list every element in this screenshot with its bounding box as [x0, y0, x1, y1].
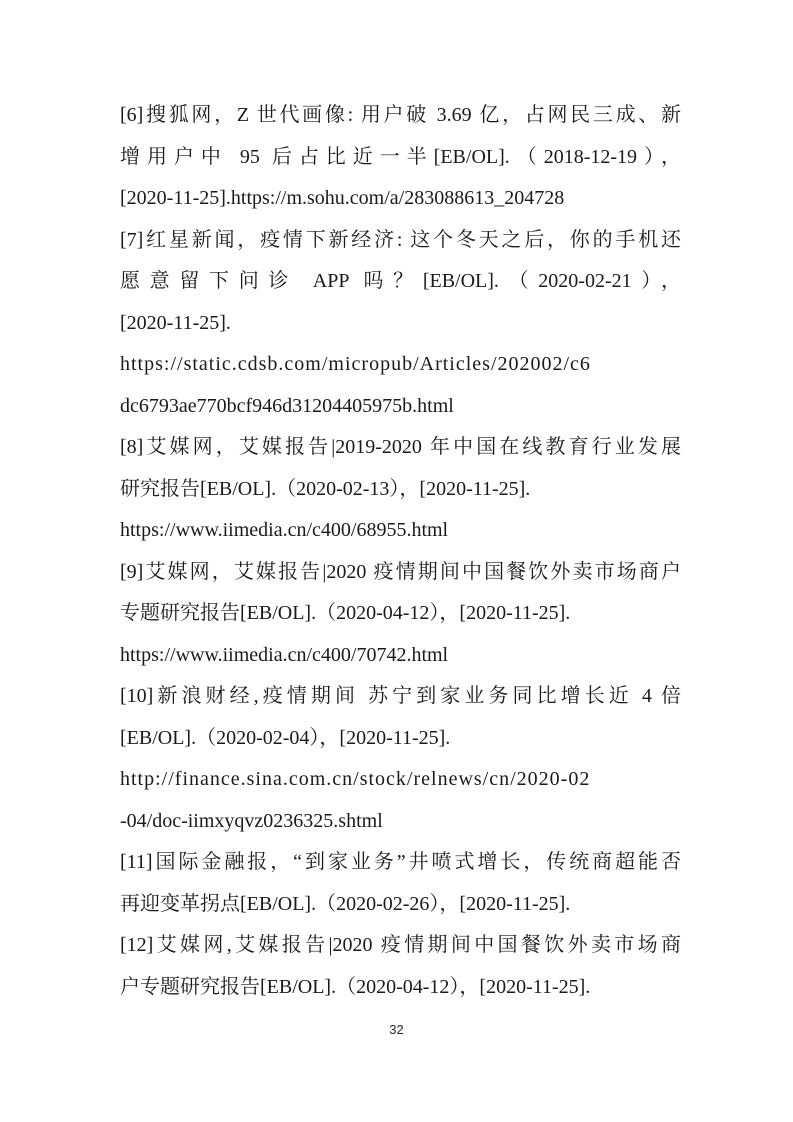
- reference-line: [2020-11-25].: [120, 311, 231, 334]
- page-number: 32: [389, 1022, 404, 1037]
- reference-item: [120, 552, 681, 677]
- reference-item: [120, 95, 681, 220]
- reference-line: 愿意留下问诊 APP 吗？[EB/OL].（2020-02-21），: [120, 270, 681, 292]
- references-list: [120, 95, 681, 1008]
- reference-line: 研究报告[EB/OL].（2020-02-13），[2020-11-25].: [120, 477, 531, 500]
- reference-line: 户专题研究报告[EB/OL].（2020-04-12），[2020-11-25].: [120, 975, 591, 998]
- reference-item: [120, 427, 681, 552]
- reference-line: [10]新浪财经,疫情期间 苏宁到家业务同比增长近 4 倍: [120, 685, 681, 707]
- reference-line: [9]艾媒网，艾媒报告|2020 疫情期间中国餐饮外卖市场商户: [120, 560, 681, 583]
- reference-line: 增用户中 95 后占比近一半[EB/OL].（2018-12-19），: [120, 145, 681, 168]
- reference-item: [120, 220, 681, 428]
- reference-line: [7]红星新闻，疫情下新经济: 这个冬天之后，你的手机还: [120, 228, 681, 251]
- reference-line: [11]国际金融报，“到家业务”井喷式增长，传统商超能否: [120, 851, 681, 873]
- reference-item: [120, 676, 681, 842]
- reference-line: -04/doc-iimxyqvz0236325.shtml: [120, 809, 383, 832]
- reference-line: http://finance.sina.com.cn/stock/relnews/cn/2020-02: [120, 768, 591, 790]
- reference-line: [8]艾媒网，艾媒报告|2019-2020 年中国在线教育行业发展: [120, 436, 681, 458]
- reference-line: dc6793ae770bcf946d31204405975b.html: [120, 394, 454, 417]
- reference-line: 专题研究报告[EB/OL].（2020-04-12），[2020-11-25].: [120, 602, 571, 624]
- reference-line: [EB/OL].（2020-02-04），[2020-11-25].: [120, 726, 451, 749]
- reference-item: [120, 925, 681, 1008]
- reference-line: [6]搜狐网，Z 世代画像: 用户破 3.69 亿，占网民三成、新: [120, 104, 681, 126]
- reference-item: [120, 842, 681, 925]
- reference-line: https://www.iimedia.cn/c400/68955.html: [120, 519, 449, 541]
- reference-line: [2020-11-25].https://m.sohu.com/a/283088613_204728: [120, 187, 565, 209]
- reference-line: 再迎变革拐点[EB/OL].（2020-02-26），[2020-11-25].: [120, 892, 571, 915]
- reference-line: [12]艾媒网,艾媒报告|2020 疫情期间中国餐饮外卖市场商: [120, 934, 681, 956]
- reference-line: https://www.iimedia.cn/c400/70742.html: [120, 643, 449, 666]
- reference-line: https://static.cdsb.com/micropub/Articles/202002/c6: [120, 353, 591, 375]
